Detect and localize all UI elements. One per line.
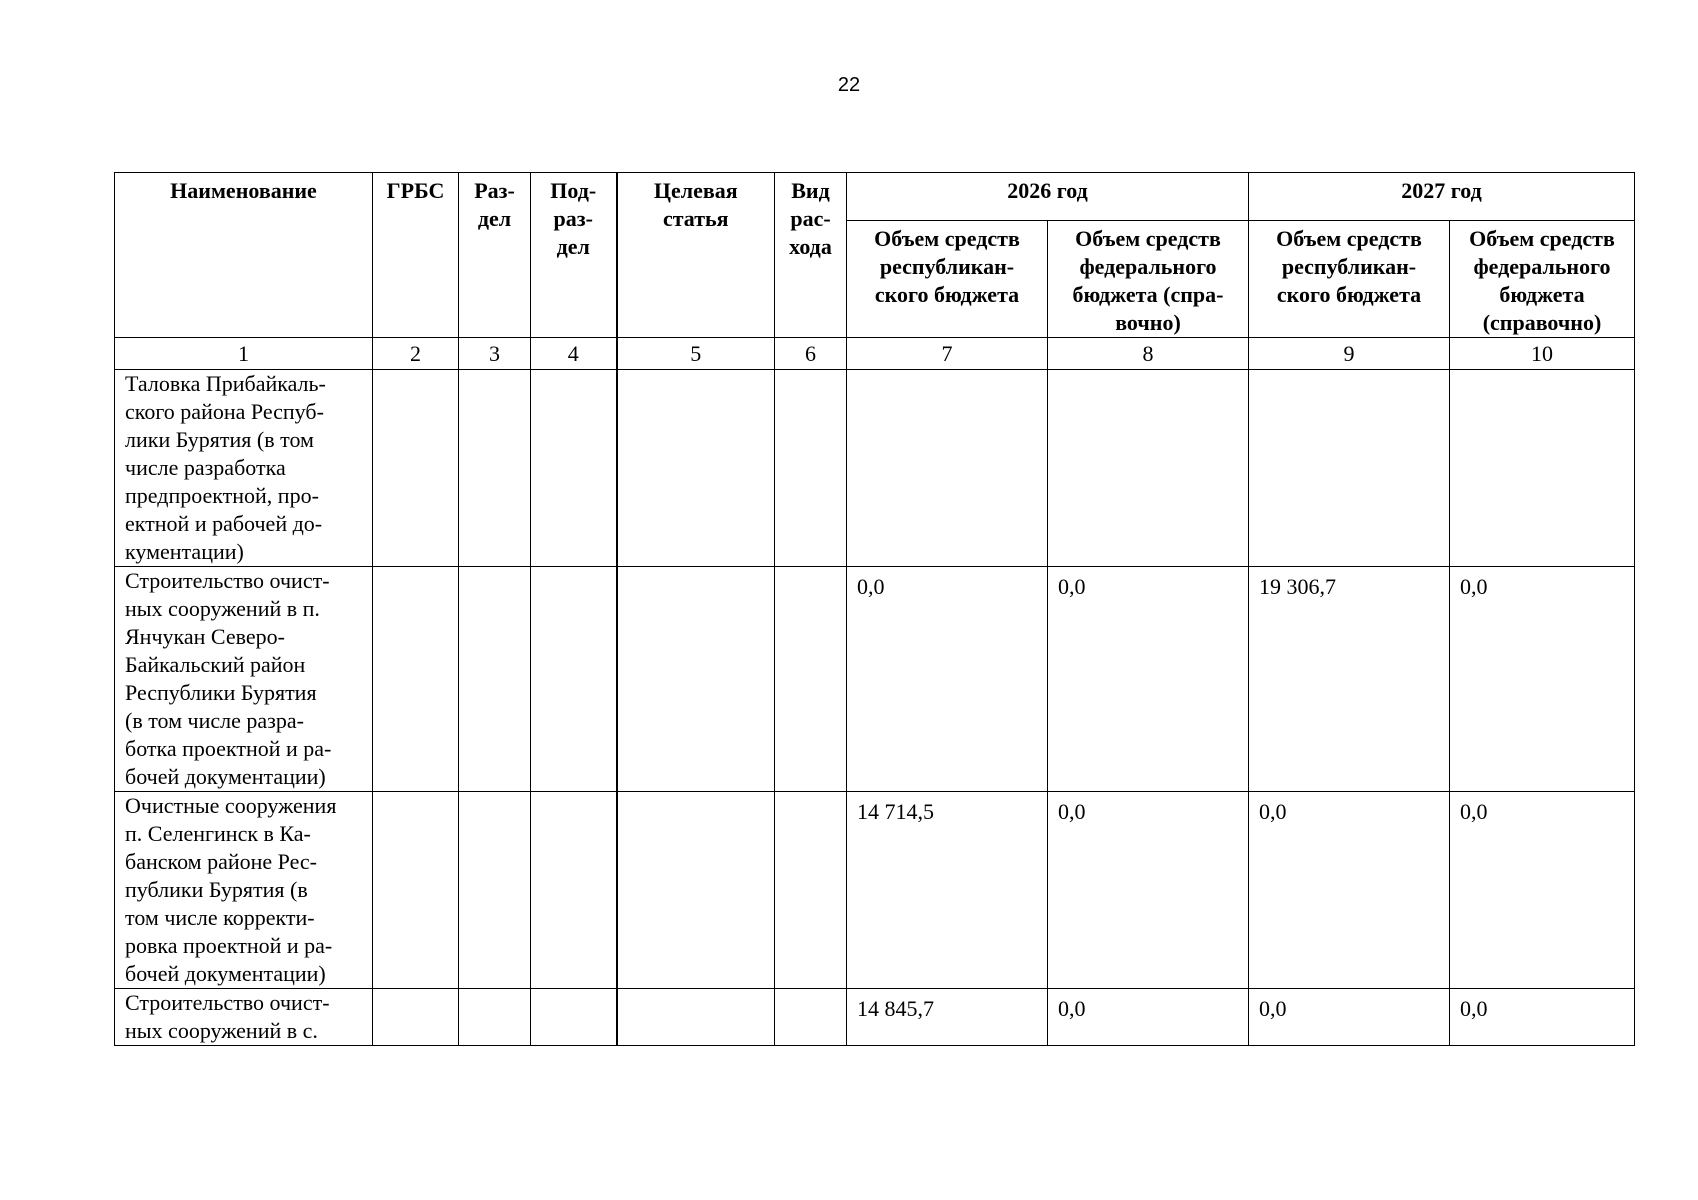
row-value-fed-2027: 0,0: [1450, 567, 1635, 792]
row-value-rep-2026: [847, 370, 1048, 567]
row-value-fed-2027: 0,0: [1450, 792, 1635, 989]
row-name: Строительство очист- ных сооружений в с.: [115, 989, 373, 1046]
row-value-rep-2027: 0,0: [1249, 792, 1450, 989]
row-value-rep-2026: 0,0: [847, 567, 1048, 792]
table-row: [115, 989, 1635, 1046]
column-number: 6: [775, 338, 847, 370]
header-grbs: ГРБС: [373, 173, 459, 338]
header-year-2026: 2026 год: [847, 173, 1249, 221]
column-number: 5: [617, 338, 775, 370]
header-razdel: Раз- дел: [459, 173, 531, 338]
column-number: 2: [373, 338, 459, 370]
row-name: Строительство очист- ных сооружений в п. Янчукан Северо- Байкальский район Республики Бурятия (в том числе разра- ботка проектной и ра- бочей документации): [115, 567, 373, 792]
header-name: Наименование: [115, 173, 373, 338]
column-number: 8: [1048, 338, 1249, 370]
row-value-fed-2026: 0,0: [1048, 792, 1249, 989]
row-value-fed-2026: 0,0: [1048, 989, 1249, 1046]
header-fed-2026: Объем средств федерального бюджета (спра- вочно): [1048, 221, 1249, 338]
row-value-fed-2027: [1450, 370, 1635, 567]
row-value-rep-2027: 0,0: [1249, 989, 1450, 1046]
row-value-rep-2027: 19 306,7: [1249, 567, 1450, 792]
row-value-rep-2027: [1249, 370, 1450, 567]
row-value-rep-2026: 14 714,5: [847, 792, 1048, 989]
column-number: 1: [115, 338, 373, 370]
row-value-fed-2026: 0,0: [1048, 567, 1249, 792]
column-number: 7: [847, 338, 1048, 370]
row-name: Очистные сооружения п. Селенгинск в Ка- банском районе Рес- публики Бурятия (в том числе корректи- ровка проектной и ра- бочей документации): [115, 792, 373, 989]
budget-table: [114, 172, 1635, 1046]
header-rep-2027: Объем средств республикан- ского бюджета: [1249, 221, 1450, 338]
header-vid-raskhoda: Вид рас- хода: [775, 173, 847, 338]
header-year-2027: 2027 год: [1249, 173, 1635, 221]
table-row: [115, 370, 1635, 567]
table-row: [115, 792, 1635, 989]
row-value-fed-2027: 0,0: [1450, 989, 1635, 1046]
column-number: 10: [1450, 338, 1635, 370]
header-podrazdel: Под- раз- дел: [531, 173, 617, 338]
column-number: 9: [1249, 338, 1450, 370]
header-rep-2026: Объем средств республикан- ского бюджета: [847, 221, 1048, 338]
table-row: [115, 567, 1635, 792]
page-number: 22: [837, 74, 861, 96]
row-value-fed-2026: [1048, 370, 1249, 567]
row-value-rep-2026: 14 845,7: [847, 989, 1048, 1046]
header-fed-2027: Объем средств федерального бюджета (справочно): [1450, 221, 1635, 338]
row-name: Таловка Прибайкаль- ского района Респуб- лики Бурятия (в том числе разработка предпроектной, про- ектной и рабочей до- кументации): [115, 370, 373, 567]
column-number: 3: [459, 338, 531, 370]
column-number: 4: [531, 338, 617, 370]
header-celevaya-statya: Целевая статья: [617, 173, 775, 338]
column-number-row: [115, 338, 1635, 370]
